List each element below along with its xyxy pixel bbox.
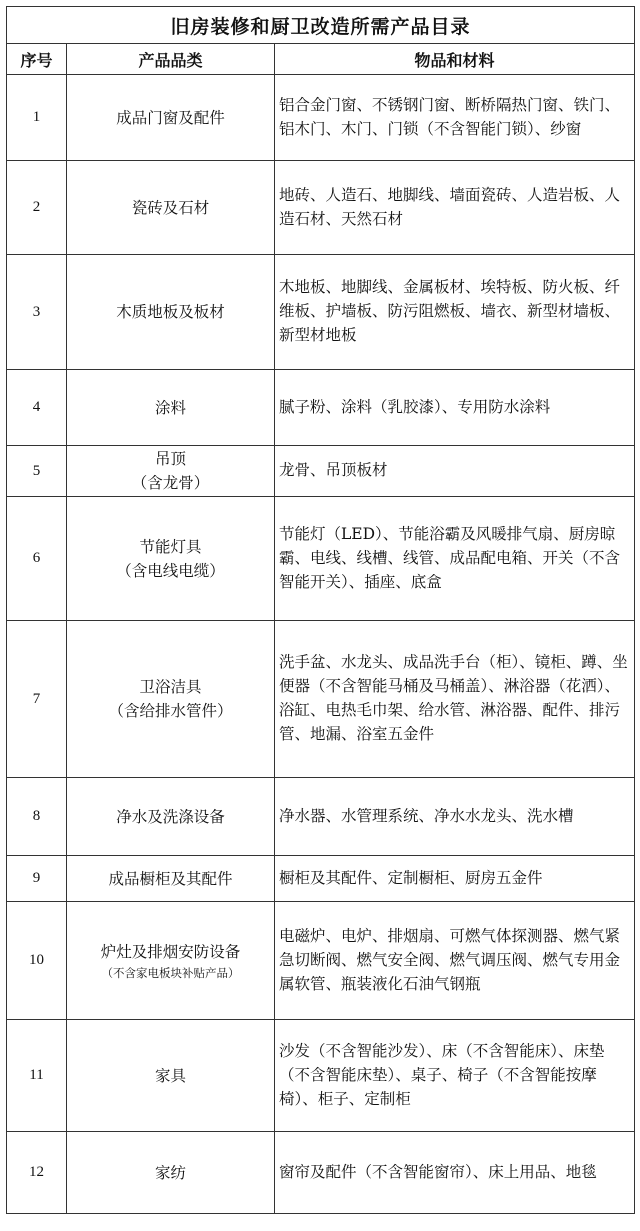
- row-items: 龙骨、吊顶板材: [275, 446, 635, 497]
- row-category: 涂料: [67, 370, 275, 446]
- row-number: 4: [7, 370, 67, 446]
- row-number: 12: [7, 1132, 67, 1214]
- table-row: [7, 778, 635, 856]
- table-row: [7, 161, 635, 255]
- catalog-table: [6, 6, 635, 1214]
- row-number: 1: [7, 75, 67, 161]
- row-number: 9: [7, 856, 67, 902]
- table-row: [7, 621, 635, 778]
- table-row: [7, 1132, 635, 1214]
- row-category: 木质地板及板材: [67, 255, 275, 370]
- row-number: 2: [7, 161, 67, 255]
- table-row: [7, 370, 635, 446]
- category-name: 炉灶及排烟安防设备: [100, 942, 241, 961]
- row-category: 家纺: [67, 1132, 275, 1214]
- row-items: 腻子粉、涂料（乳胶漆）、专用防水涂料: [275, 370, 635, 446]
- category-name: 吊顶: [154, 450, 186, 468]
- row-items: 窗帘及配件（不含智能窗帘）、床上用品、地毯: [275, 1132, 635, 1214]
- row-category: [67, 497, 275, 621]
- table-title: 旧房装修和厨卫改造所需产品目录: [7, 7, 635, 44]
- row-category: 成品橱柜及其配件: [67, 856, 275, 902]
- row-category: [67, 902, 275, 1020]
- row-category: [67, 446, 275, 497]
- category-note: （含电线电缆）: [116, 561, 225, 580]
- row-number: 10: [7, 902, 67, 1020]
- row-category: 家具: [67, 1020, 275, 1132]
- row-category: [67, 621, 275, 778]
- header-category: 产品品类: [67, 44, 275, 75]
- header-row: [7, 44, 635, 75]
- row-items: 铝合金门窗、不锈钢门窗、断桥隔热门窗、铁门、铝木门、木门、门锁（不含智能门锁）、纱窗: [275, 75, 635, 161]
- row-items: 地砖、人造石、地脚线、墙面瓷砖、人造岩板、人造石材、天然石材: [275, 161, 635, 255]
- row-items: 净水器、水管理系统、净水水龙头、洗水槽: [275, 778, 635, 856]
- category-note: （不含家电板块补贴产品）: [101, 965, 240, 980]
- row-items: 洗手盆、水龙头、成品洗手台（柜）、镜柜、蹲、坐便器（不含智能马桶及马桶盖）、淋浴器（花洒）、浴缸、电热毛巾架、给水管、淋浴器、配件、排污管、地漏、浴室五金件: [275, 621, 635, 778]
- row-category: 瓷砖及石材: [67, 161, 275, 255]
- row-items: 橱柜及其配件、定制橱柜、厨房五金件: [275, 856, 635, 902]
- row-number: 6: [7, 497, 67, 621]
- table-row: [7, 902, 635, 1020]
- category-note: （含给排水管件）: [108, 702, 233, 720]
- table-row: [7, 75, 635, 161]
- row-items: 节能灯（LED）、节能浴霸及风暖排气扇、厨房晾霸、电线、线槽、线管、成品配电箱、开关（不含智能开关）、插座、底盒: [275, 497, 635, 621]
- row-number: 7: [7, 621, 67, 778]
- title-row: [7, 7, 635, 44]
- category-name: 卫浴洁具: [139, 678, 202, 696]
- header-no: 序号: [7, 44, 67, 75]
- table-row: [7, 497, 635, 621]
- product-catalog: [6, 6, 634, 1214]
- row-items: 木地板、地脚线、金属板材、埃特板、防火板、纤维板、护墙板、防污阻燃板、墙衣、新型材墙板、新型材地板: [275, 255, 635, 370]
- row-items: 沙发（不含智能沙发）、床（不含智能床）、床垫（不含智能床垫）、桌子、椅子（不含智能按摩椅）、柜子、定制柜: [275, 1020, 635, 1132]
- table-row: [7, 255, 635, 370]
- header-items: 物品和材料: [275, 44, 635, 75]
- row-number: 5: [7, 446, 67, 497]
- row-number: 8: [7, 778, 67, 856]
- table-row: [7, 446, 635, 497]
- row-number: 11: [7, 1020, 67, 1132]
- row-items: 电磁炉、电炉、排烟扇、可燃气体探测器、燃气紧急切断阀、燃气安全阀、燃气调压阀、燃气专用金属软管、瓶装液化石油气钢瓶: [275, 902, 635, 1020]
- table-row: [7, 856, 635, 902]
- category-name: 节能灯具: [139, 537, 202, 556]
- table-row: [7, 1020, 635, 1132]
- row-number: 3: [7, 255, 67, 370]
- category-note: （含龙骨）: [131, 474, 210, 492]
- row-category: 成品门窗及配件: [67, 75, 275, 161]
- row-category: 净水及洗涤设备: [67, 778, 275, 856]
